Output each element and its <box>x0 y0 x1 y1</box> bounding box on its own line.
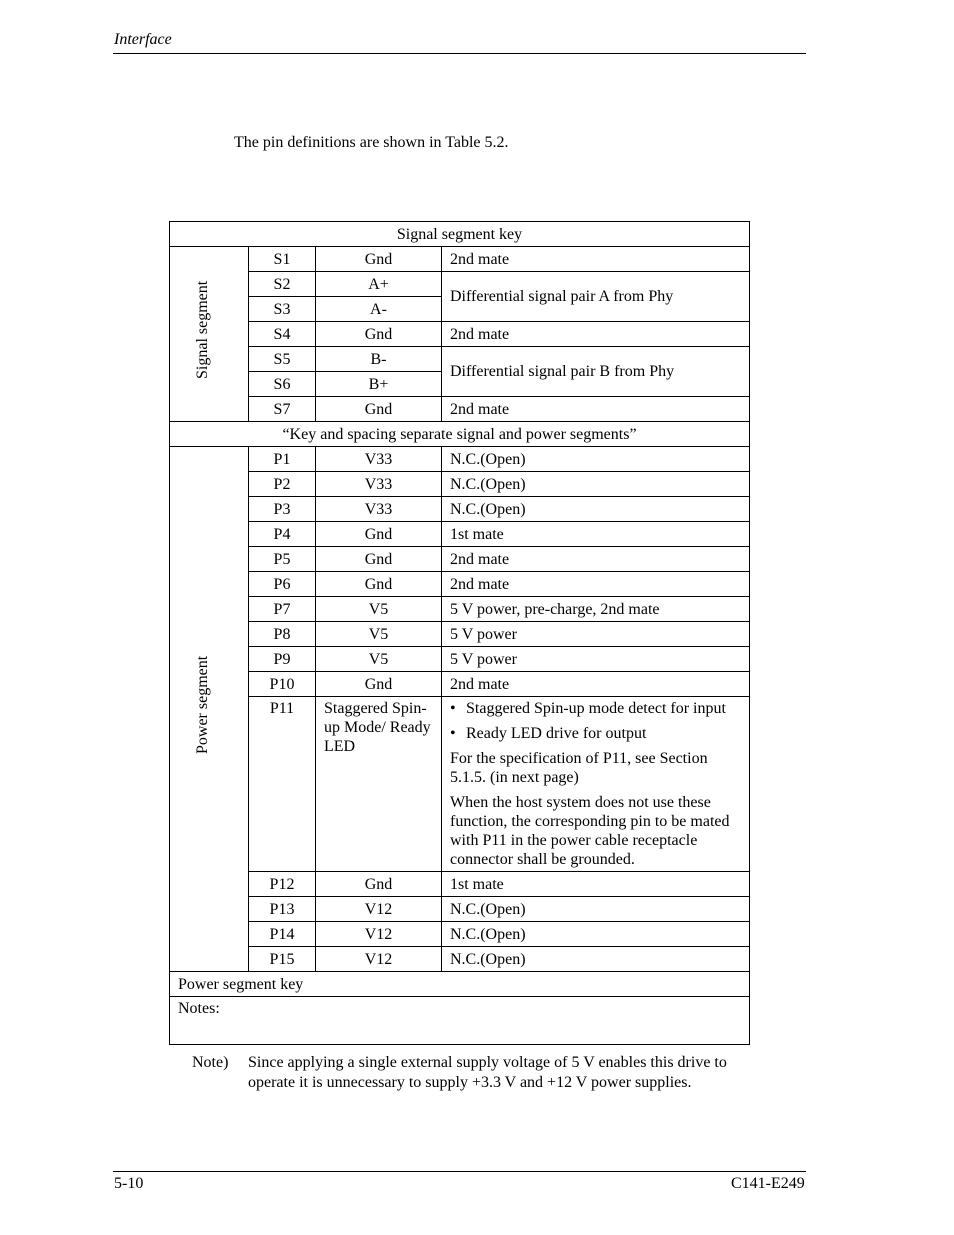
description-cell: 2nd mate <box>442 247 750 272</box>
pin-cell: S1 <box>249 247 316 272</box>
page-number: 5-10 <box>114 1175 144 1192</box>
signal-cell: A+ <box>316 272 442 297</box>
signal-cell: V5 <box>316 597 442 622</box>
description-cell <box>442 697 750 872</box>
power-segment-key: Power segment key <box>170 972 750 997</box>
pin-cell: P9 <box>249 647 316 672</box>
table-row <box>170 272 750 297</box>
note-label: Note) <box>192 1054 229 1071</box>
table-row <box>170 572 750 597</box>
document-id: C141-E249 <box>731 1175 805 1192</box>
table-row <box>170 397 750 422</box>
signal-cell: Gnd <box>316 522 442 547</box>
pin-cell: P4 <box>249 522 316 547</box>
pin-definition-table <box>169 221 750 1045</box>
signal-cell: V12 <box>316 897 442 922</box>
signal-segment-text: Signal segment <box>194 280 211 379</box>
description-cell: 2nd mate <box>442 322 750 347</box>
description-cell: Differential signal pair B from Phy <box>442 347 750 397</box>
table-row <box>170 922 750 947</box>
table-row <box>170 647 750 672</box>
pin-cell: P6 <box>249 572 316 597</box>
signal-cell: B+ <box>316 372 442 397</box>
pin-cell: S4 <box>249 322 316 347</box>
segment-separator: “Key and spacing separate signal and power segments” <box>170 422 750 447</box>
bullet-text: Staggered Spin-up mode detect for input <box>466 700 726 717</box>
description-cell: 5 V power <box>442 622 750 647</box>
pin-cell: P2 <box>249 472 316 497</box>
table-row <box>170 447 750 472</box>
table-row <box>170 322 750 347</box>
notes-cell: Notes: <box>170 997 750 1045</box>
pin-cell: S7 <box>249 397 316 422</box>
pin-cell: P5 <box>249 547 316 572</box>
p11-spec-reference: For the specification of P11, see Section 5.1.5. (in next page) <box>450 750 708 786</box>
bullet-icon: • <box>450 725 456 742</box>
pin-cell: P14 <box>249 922 316 947</box>
power-segment-text: Power segment <box>194 655 211 754</box>
table-row <box>170 222 750 247</box>
signal-cell: V5 <box>316 647 442 672</box>
signal-cell: Gnd <box>316 872 442 897</box>
pin-cell: P11 <box>249 697 316 872</box>
pin-cell: P3 <box>249 497 316 522</box>
table-row <box>170 472 750 497</box>
description-cell: 1st mate <box>442 522 750 547</box>
signal-cell: A- <box>316 297 442 322</box>
bullet-item <box>450 699 741 718</box>
table-row <box>170 972 750 997</box>
table-row <box>170 622 750 647</box>
description-cell: Differential signal pair A from Phy <box>442 272 750 322</box>
table-row <box>170 522 750 547</box>
description-cell: N.C.(Open) <box>442 947 750 972</box>
bullet-text: Ready LED drive for output <box>466 725 647 742</box>
pin-cell: P8 <box>249 622 316 647</box>
signal-cell: Gnd <box>316 672 442 697</box>
description-cell: 2nd mate <box>442 547 750 572</box>
table-row <box>170 547 750 572</box>
description-cell: N.C.(Open) <box>442 447 750 472</box>
table-row <box>170 422 750 447</box>
table-row <box>170 347 750 372</box>
table-row <box>170 872 750 897</box>
description-cell: N.C.(Open) <box>442 497 750 522</box>
pin-cell: P15 <box>249 947 316 972</box>
description-cell: 5 V power <box>442 647 750 672</box>
description-cell: 1st mate <box>442 872 750 897</box>
signal-cell: V5 <box>316 622 442 647</box>
pin-cell: S2 <box>249 272 316 297</box>
table-row <box>170 947 750 972</box>
pin-cell: P12 <box>249 872 316 897</box>
pin-cell: S3 <box>249 297 316 322</box>
table-row <box>170 897 750 922</box>
signal-cell: B- <box>316 347 442 372</box>
table-row <box>170 997 750 1045</box>
intro-text: The pin definitions are shown in Table 5.2. <box>234 134 509 151</box>
description-cell: 2nd mate <box>442 397 750 422</box>
pin-cell: S5 <box>249 347 316 372</box>
signal-segment-key: Signal segment key <box>170 222 750 247</box>
pin-cell: P10 <box>249 672 316 697</box>
pin-cell: S6 <box>249 372 316 397</box>
bullet-icon: • <box>450 700 456 717</box>
signal-cell: V33 <box>316 447 442 472</box>
p11-grounding-note: When the host system does not use these function, the corresponding pin to be mated with P11 in the power cable receptacle connector shall be grounded. <box>450 794 730 868</box>
table-row <box>170 247 750 272</box>
signal-segment-label <box>170 247 249 422</box>
description-cell: 2nd mate <box>442 572 750 597</box>
signal-cell: V33 <box>316 472 442 497</box>
description-cell: N.C.(Open) <box>442 472 750 497</box>
pin-cell: P7 <box>249 597 316 622</box>
footer-rule <box>113 1171 806 1172</box>
signal-cell: Gnd <box>316 322 442 347</box>
description-cell: 5 V power, pre-charge, 2nd mate <box>442 597 750 622</box>
signal-cell: Gnd <box>316 247 442 272</box>
signal-cell: V12 <box>316 947 442 972</box>
signal-cell: Gnd <box>316 572 442 597</box>
note-text: Since applying a single external supply voltage of 5 V enables this drive to operate it is unnecessary to supply +3.3 V and +12 V power supplies. <box>248 1054 727 1091</box>
running-header: Interface <box>114 31 172 48</box>
power-segment-label <box>170 447 249 972</box>
header-rule <box>113 53 806 54</box>
description-cell: 2nd mate <box>442 672 750 697</box>
table-row <box>170 497 750 522</box>
bullet-item <box>450 724 741 743</box>
signal-cell: Gnd <box>316 397 442 422</box>
table-row <box>170 597 750 622</box>
table-row-p11 <box>170 697 750 872</box>
table-row <box>170 672 750 697</box>
pin-cell: P13 <box>249 897 316 922</box>
signal-cell: V12 <box>316 922 442 947</box>
signal-cell: V33 <box>316 497 442 522</box>
description-cell: N.C.(Open) <box>442 897 750 922</box>
signal-cell: Staggered Spin-up Mode/ Ready LED <box>316 697 442 872</box>
signal-cell: Gnd <box>316 547 442 572</box>
description-cell: N.C.(Open) <box>442 922 750 947</box>
pin-cell: P1 <box>249 447 316 472</box>
